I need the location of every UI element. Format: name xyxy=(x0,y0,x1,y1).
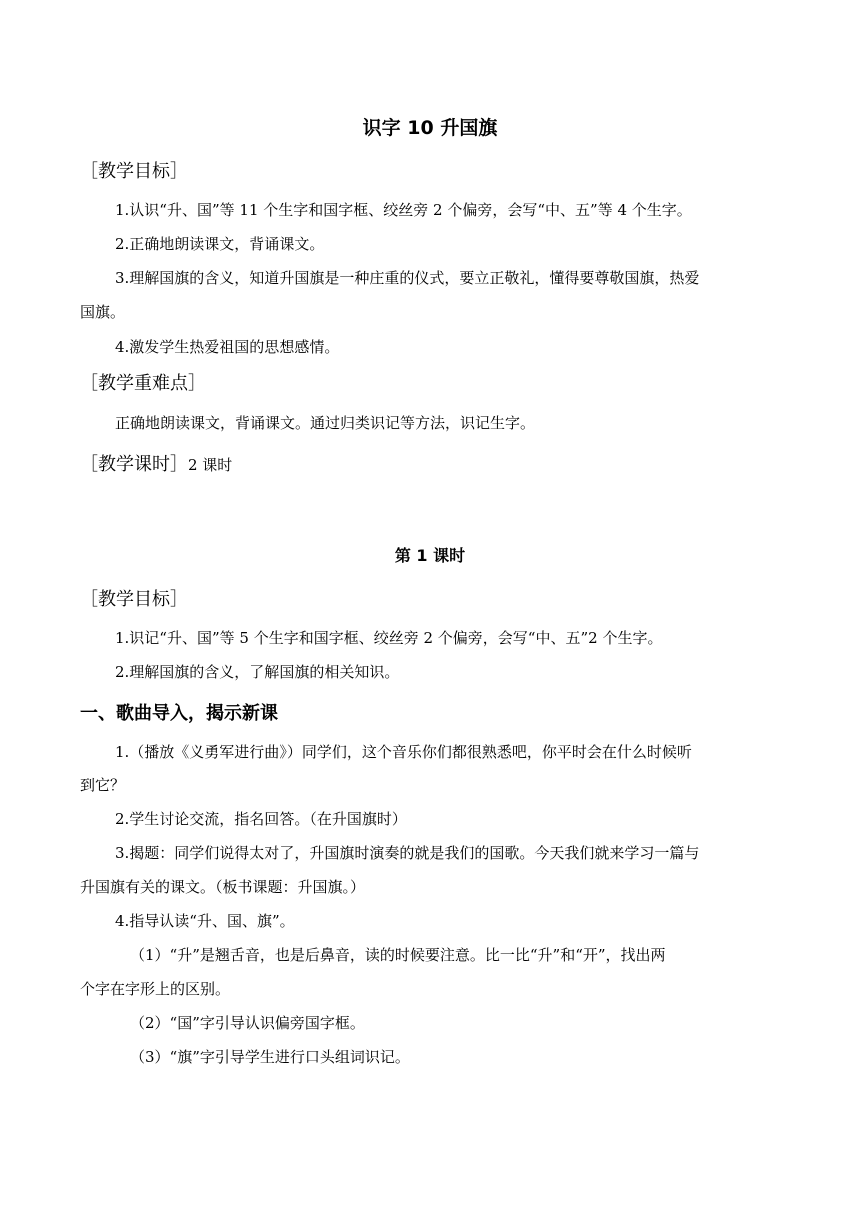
key-points-text: 正确地朗读课文，背诵课文。通过归类识记等方法，识记生字。 xyxy=(115,414,536,432)
goal-item: 2.正确地朗读课文，背诵课文。 xyxy=(115,235,325,253)
part-1-line: 3.揭题：同学们说得太对了，升国旗时演奏的就是我们的国歌。今天我们就来学习一篇与 xyxy=(115,844,700,862)
part-1-line: 1.（播放《义勇军进行曲》）同学们，这个音乐你们都很熟悉吧，你平时会在什么时候听 xyxy=(115,743,692,761)
document-title: 识字 10 升国旗 xyxy=(362,117,498,139)
key-points-heading: ［教学重难点］ xyxy=(80,373,206,394)
part-1-line: 4.指导认读“升、国、旗”。 xyxy=(115,912,295,930)
part-1-subitem: （2）“国”字引导认识偏旁国字框。 xyxy=(130,1014,365,1032)
goal-item: 4.激发学生热爱祖国的思想感情。 xyxy=(115,338,340,356)
goal-item-continuation: 国旗。 xyxy=(80,303,126,321)
part-1-line-continuation: 到它？ xyxy=(80,776,126,794)
teaching-goals-heading: ［教学目标］ xyxy=(80,161,188,182)
part-1-subitem: （1）“升”是翘舌音，也是后鼻音，读的时候要注意。比一比“升”和“开”，找出两 xyxy=(130,946,666,964)
part-1-line-continuation: 升国旗有关的课文。（板书课题：升国旗。） xyxy=(80,878,366,896)
part-1-subitem: （3）“旗”字引导学生进行口头组词识记。 xyxy=(130,1048,410,1066)
lesson-1-goals-heading: ［教学目标］ xyxy=(80,589,188,610)
lesson-1-goal-item: 1.识记“升、国”等 5 个生字和国字框、绞丝旁 2 个偏旁，会写“中、五”2 个生字。 xyxy=(115,629,663,647)
part-1-heading: 一、歌曲导入，揭示新课 xyxy=(80,703,278,724)
goal-item: 3.理解国旗的含义，知道升国旗是一种庄重的仪式，要立正敬礼，懂得要尊敬国旗，热爱 xyxy=(115,269,700,287)
part-1-line: 2.学生讨论交流，指名回答。（在升国旗时） xyxy=(115,810,407,828)
class-hours-row xyxy=(80,452,232,478)
class-hours-value: 2 课时 xyxy=(188,456,233,474)
goal-item: 1.认识“升、国”等 11 个生字和国字框、绞丝旁 2 个偏旁，会写“中、五”等 4 个生字。 xyxy=(115,201,692,219)
lesson-1-goal-item: 2.理解国旗的含义，了解国旗的相关知识。 xyxy=(115,663,400,681)
part-1-subitem-continuation: 个字在字形上的区别。 xyxy=(80,980,231,998)
lesson-1-title: 第 1 课时 xyxy=(394,546,466,565)
class-hours-heading: ［教学课时］ xyxy=(80,454,188,475)
